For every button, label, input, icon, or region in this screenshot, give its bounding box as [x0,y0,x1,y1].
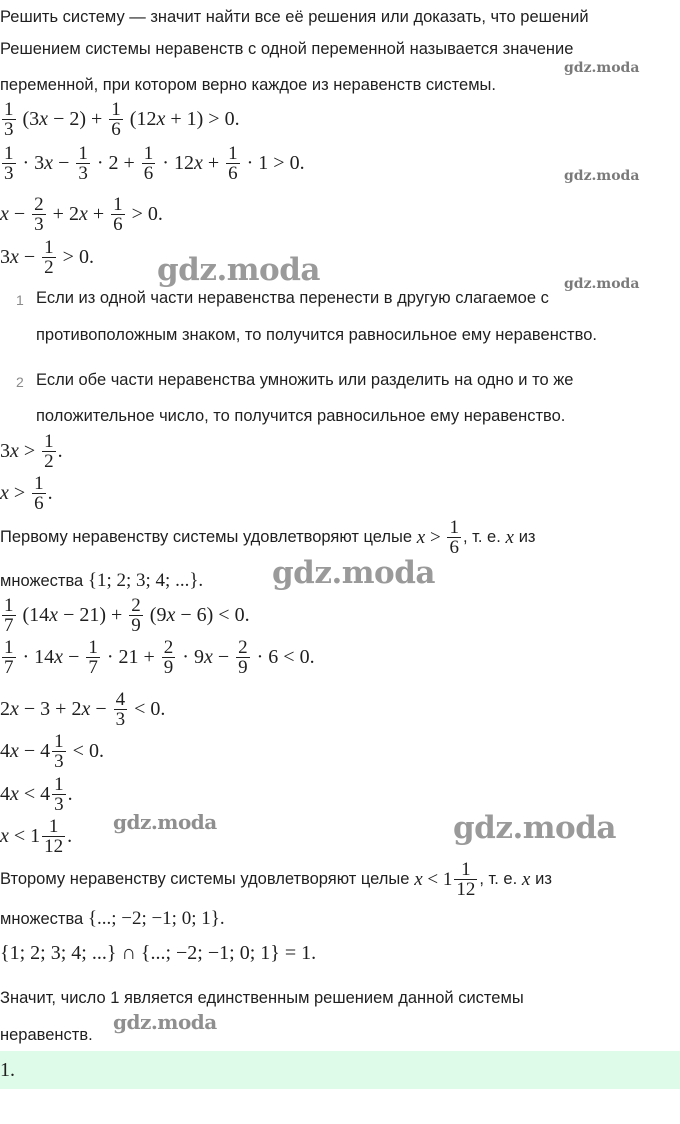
rule-2-number: 2 [16,374,24,390]
first-conclusion: Первому неравенству системы удовлетворяют целые x > 1 6 , т. е. x из [0,517,536,558]
rule-1-line-2: противоположным знаком, то получится равносильное ему неравенство. [36,326,597,344]
intro-line-1: Решить систему — значит найти все её решения или доказать, что решений [0,8,589,26]
rule-2-line-2: положительное число, то получится равносильное ему неравенство. [36,407,566,425]
second-conclusion: Второму неравенству системы удовлетворяют целые x < 1 1 12 , т. е. x из [0,859,552,900]
answer-box [0,1051,680,1089]
watermark: gdz.moda [157,252,320,288]
first-set-word: множества [0,572,84,590]
rule-1-line-1: Если из одной части неравенства перенести в другую слагаемое с [36,289,549,307]
watermark: gdz.moda [564,60,640,76]
watermark: gdz.moda [453,810,616,846]
second-conclusion-iz: из [535,870,552,888]
second-conclusion-text: Второму неравенству системы удовлетворяют целые [0,870,410,888]
watermark: gdz.moda [272,555,435,591]
equation-4: 3 x − 1 2 > 0. [0,237,94,278]
first-set-line [0,570,203,592]
second-conclusion-te: , т. е. [479,870,518,888]
watermark: gdz.moda [564,276,640,292]
first-conclusion-text: Первому неравенству системы удовлетворяют целые [0,528,413,546]
watermark: gdz.moda [113,810,217,834]
intro-line-3: переменной, при котором верно каждое из неравенств системы. [0,76,496,94]
equation-2: 1 3 · 3 x − 1 3 · 2 + 1 6 · 12 x + 1 6 · 1 > 0. [4,143,305,184]
equation-9: 2 x − 3 + 2 x − 4 3 < 0. [0,689,166,730]
equation-8: 1 7 · 14 x − 1 7 · 21 + 2 9 · 9 x − 2 9 · 6 < 0. [4,637,315,678]
rule-1-number: 1 [16,292,24,308]
intersection-line: {1; 2; 3; 4; ...} ∩ {...; −2; −1; 0; 1} = 1. [0,942,317,964]
equation-5: 3 x > 1 2 . [0,431,63,472]
conclusion-line-1: Значит, число 1 является единственным решением данной системы [0,989,524,1007]
second-set-word: множества [0,910,84,928]
first-conclusion-te: , т. е. [462,528,501,546]
equation-3: x − 2 3 + 2 x + 1 6 > 0. [0,194,163,235]
second-set-line [0,908,225,930]
rule-2-line-1: Если обе части неравенства умножить или разделить на одно и то же [36,371,574,389]
equation-12: x < 1 1 12 . [0,816,73,857]
conclusion-line-2: неравенств. [0,1026,93,1044]
answer-value: 1. [0,1059,15,1081]
equation-7: 1 7 (14 x − 21) + 2 9 (9 x − 6) < 0. [4,595,250,636]
equation-1: 1 3 (3 x − 2) + 1 6 (12 x + 1) > 0. [4,99,240,140]
equation-10: 4 x − 4 1 3 < 0. [0,731,104,772]
second-set: {...; −2; −1; 0; 1}. [87,908,225,929]
first-conclusion-iz: из [518,528,536,546]
first-set: {1; 2; 3; 4; ...}. [87,570,204,591]
equation-6: x > 1 6 . [0,473,53,514]
watermark: gdz.moda [113,1010,217,1034]
intro-line-2: Решением системы неравенств с одной переменной называется значение [0,40,574,58]
equation-11: 4 x < 4 1 3 . [0,774,73,815]
watermark: gdz.moda [564,168,640,184]
